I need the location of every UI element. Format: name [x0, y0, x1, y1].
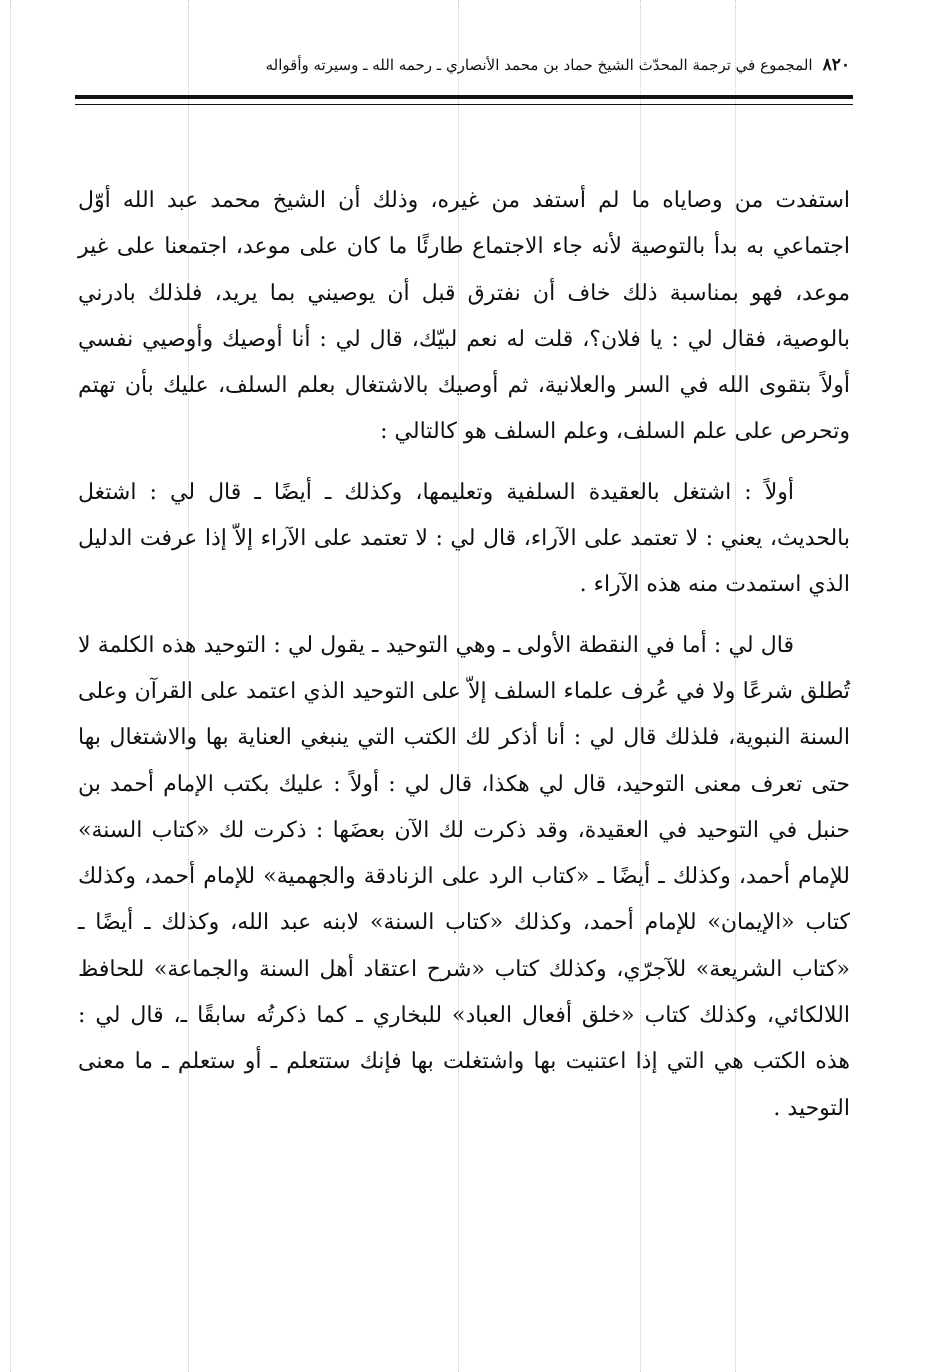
- header-rule-thick: [75, 95, 853, 99]
- running-title: المجموع في ترجمة المحدّث الشيخ حماد بن محمد الأنصاري ـ رحمه الله ـ وسيرته وأقواله: [265, 56, 813, 74]
- paragraph: استفدت من وصاياه ما لم أستفد من غيره، وذلك أن الشيخ محمد عبد الله أوّل اجتماعي به بدأ بالتوصية لأنه جاء الاجتماع طارئًا ما كان على موعد، اجتمعنا على غير موعد، فهو بمناسبة ذلك خاف أن نفترق قبل أن يوصيني بما يريد، فلذلك بادرني بالوصية، فقال لي : يا فلان؟، قلت له نعم لبيّك، قال لي : أنا أوصيك وأوصيي نفسي أولاً بتقوى الله في السر والعلانية، ثم أوصيك بالاشتغال بعلم السلف، عليك بأن تهتم وتحرص على علم السلف، وعلم السلف هو كالتالي :: [78, 188, 850, 445]
- page-header: [178, 50, 850, 80]
- paragraph: أولاً : اشتغل بالعقيدة السلفية وتعليمها، وكذلك ـ أيضًا ـ قال لي : اشتغل بالحديث، يعني : لا تعتمد على الآراء، قال لي : لا تعتمد على الآراء إلاّ إذا عرفت الدليل الذي استمدت منه هذه الآراء .: [78, 479, 850, 598]
- page-number: ٨٢٠: [822, 55, 850, 75]
- body-text: [78, 178, 850, 1132]
- scan-artifact-line: [10, 0, 11, 1372]
- header-rule-thin: [75, 104, 853, 105]
- paragraph: قال لي : أما في النقطة الأولى ـ وهي التوحيد ـ يقول لي : التوحيد هذه الكلمة لا تُطلق شرعًا ولا في عُرف علماء السلف إلاّ على التوحيد الذي اعتمد على القرآن وعلى السنة النبوية، فلذلك قال لي : أنا أذكر لك الكتب التي ينبغي العناية بها والاشتغال بها حتى تعرف معنى التوحيد، قال لي هكذا، قال لي : أولاً : عليك بكتب الإمام أحمد بن حنبل في التوحيد في العقيدة، وقد ذكرت لك الآن بعضَها : ذكرت لك «كتاب السنة» للإمام أحمد، وكذلك ـ أيضًا ـ «كتاب الرد على الزنادقة والجهمية» للإمام أحمد، وكذلك كتاب «الإيمان» للإمام أحمد، وكذلك «كتاب السنة» لابنه عبد الله، وكذلك ـ أيضًا ـ «كتاب الشريعة» للآجرّي، وكذلك كتاب «شرح اعتقاد أهل السنة والجماعة» للحافظ اللالكائي، وكذلك كتاب «خلق أفعال العباد» للبخاري ـ كما ذكرتُه سابقًا ـ، قال لي : هذه الكتب هي التي إذا اعتنيت بها واشتغلت بها فإنك ستتعلم ـ أو ستعلم ـ ما معنى التوحيد .: [78, 632, 850, 1121]
